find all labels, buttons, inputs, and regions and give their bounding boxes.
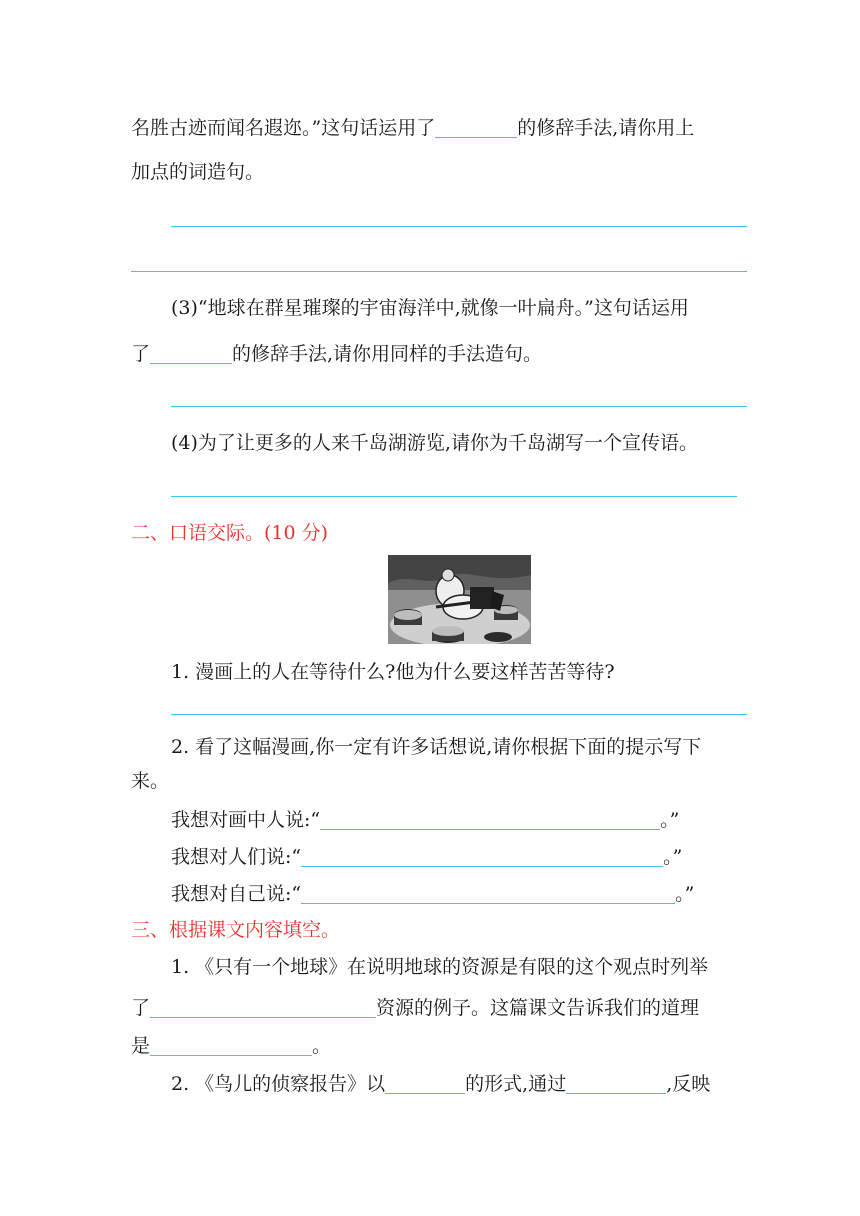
section2-q1: 1. 漫画上的人在等待什么?他为什么要这样苦苦等待? [171, 661, 615, 683]
answer-blank-rhetoric-2[interactable] [150, 344, 232, 364]
q2-text-end: 的修辞手法,请你用上 [517, 117, 695, 139]
q3-line2 [131, 344, 542, 364]
answer-blank-through[interactable] [566, 1074, 666, 1094]
answer-blank-rhetoric-1[interactable] [435, 118, 517, 138]
answer-line-section2-q1[interactable] [171, 714, 747, 715]
section2-heading: 二、口语交际。(10 分) [131, 522, 329, 544]
section3-q2 [171, 1074, 710, 1094]
section3-q2-mid: 的形式,通过 [465, 1073, 567, 1095]
q3-line1: (3)“地球在群星璀璨的宇宙海洋中,就像一叶扁舟。”这句话运用 [171, 297, 689, 319]
say-to-self-row [171, 884, 694, 904]
answer-line-sentence-2[interactable] [131, 271, 747, 272]
say-to-people-label: 我想对人们说:“ [171, 846, 302, 868]
section3-q1-line2-end: 资源的例子。这篇课文告诉我们的道理 [376, 997, 700, 1019]
q3-text-end: 的修辞手法,请你用同样的手法造句。 [232, 343, 543, 365]
say-to-person-label: 我想对画中人说:“ [171, 809, 321, 831]
section3-q1-period: 。 [312, 1035, 332, 1057]
q3-text-start: 了 [131, 343, 151, 365]
q2-text-start: 名胜古迹而闻名遐迩。”这句话运用了 [131, 117, 436, 139]
answer-line-sentence-1[interactable] [171, 226, 747, 227]
answer-blank-say-self[interactable] [301, 884, 675, 904]
say-to-people-row [171, 847, 682, 867]
section3-q2-start: 2. 《鸟儿的侦察报告》以 [171, 1073, 386, 1095]
answer-blank-resources[interactable] [150, 998, 376, 1018]
q4-text: (4)为了让更多的人来千岛湖游览,请你为千岛湖写一个宣传语。 [171, 432, 698, 454]
section2-q2-line2: 来。 [131, 770, 170, 792]
answer-blank-lesson[interactable] [150, 1036, 312, 1056]
section3-q1-line2 [131, 998, 699, 1018]
say-to-person-row [171, 810, 679, 830]
answer-line-slogan[interactable] [171, 496, 737, 497]
section3-q1-line1: 1. 《只有一个地球》在说明地球的资源是有限的这个观点时列举 [171, 956, 709, 978]
section3-q2-end: ,反映 [666, 1073, 711, 1095]
cartoon-image [388, 555, 531, 644]
section3-heading: 三、根据课文内容填空。 [131, 919, 341, 941]
section3-q1-line3 [131, 1036, 331, 1056]
say-to-self-label: 我想对自己说:“ [171, 883, 302, 905]
answer-line-sentence-3[interactable] [171, 406, 747, 407]
answer-blank-say-people[interactable] [301, 847, 663, 867]
say-to-person-close: 。” [660, 809, 680, 831]
say-to-self-close: 。” [675, 883, 695, 905]
q2-line2: 加点的词造句。 [131, 161, 265, 183]
say-to-people-close: 。” [663, 846, 683, 868]
section3-q1-le: 了 [131, 997, 151, 1019]
q2-line1 [131, 118, 694, 138]
answer-blank-say-person[interactable] [320, 810, 660, 830]
section2-q2-line1: 2. 看了这幅漫画,你一定有许多话想说,请你根据下面的提示写下 [171, 736, 702, 758]
section3-q1-shi: 是 [131, 1035, 151, 1057]
answer-blank-form[interactable] [385, 1074, 465, 1094]
